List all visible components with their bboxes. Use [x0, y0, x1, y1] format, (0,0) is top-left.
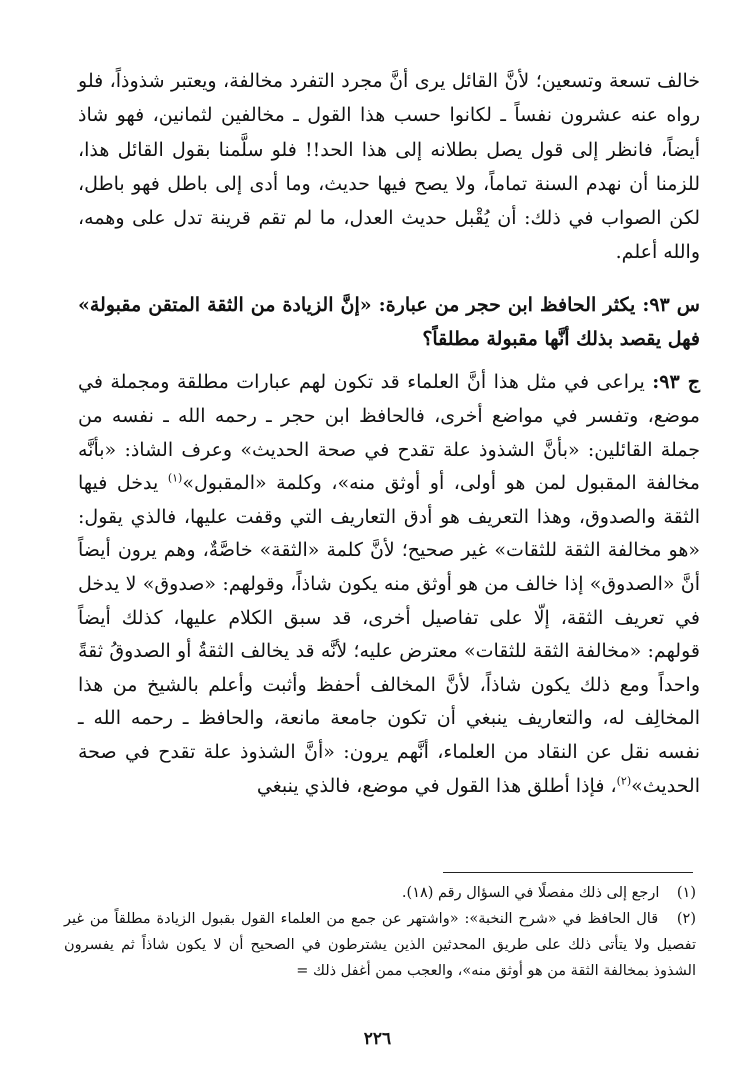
- answer-line: واحداً ومع ذلك يكون شاذاً، لأنَّ المخالف أحفظ وأثبت وأعلم بالشيخ من: [112, 673, 700, 696]
- page-body: [78, 64, 700, 803]
- question-paragraph: [78, 288, 700, 357]
- answer-line: ـ رحمه الله ـ نفسه نقل عن النقاد من العلماء، أنَّهم يرون: «أنَّ الشذوذ علة: [78, 707, 700, 763]
- question-line: المتقن مقبولة» فهل يقصد بذلك أنَّها مقبولة مطلقاً؟: [78, 293, 700, 351]
- answer-line: إلّا على تفاصيل أخرى، قد سبق الكلام عليها، كذلك أيضاً قولهم:: [78, 606, 700, 663]
- footnotes: [64, 880, 696, 984]
- answer-line: ومجملة في موضع، وتفسر في مواضع أخرى، فالحافظ ابن حجر: [78, 371, 700, 427]
- answer-line: من هو أوثق منه يكون شاذاً، وقولهم: «صدوق» لا يدخل في تعريف الثقة،: [78, 572, 700, 629]
- answer-line: يراعى في مثل هذا أنَّ العلماء قد تكون لهم عبارات مطلقة: [176, 371, 645, 394]
- intro-paragraph: [78, 64, 700, 270]
- intro-line: لثمانين، فهو شاذ أيضاً، فانظر إلى قول يصل بطلانه إلى هذا الحد!! فلو: [78, 104, 701, 161]
- answer-line: تقدح في صحة الحديث»: [78, 740, 700, 797]
- intro-line: خالف تسعة وتسعين؛ لأنَّ القائل يرى أنَّ مجرد التفرد مخالفة، ويعتبر: [171, 70, 700, 92]
- footnote-text: ارجع إلى ذلك مفصلًا في السؤال رقم (١٨).: [401, 885, 660, 901]
- intro-line: شذوذاً، فلو رواه عنه عشرون نفساً ـ لكانوا حسب هذا القول ـ مخالفين: [78, 70, 700, 127]
- question-line: س ٩٣: يكثر الحافظ ابن حجر من عبارة: «إنَّ الزيادة من الثقة: [207, 293, 700, 316]
- footnote-text: قال الحافظ في «شرح النخبة»: «واشتهر عن جمع من العلماء القول بقبول الزيادة مطلقاً من غير تفصيل ولا يتأتى ذلك على طريق المحدثين الذين يشترطون في الصحيح أن لا يكون شاذاً ثم يفسرون الشذوذ بمخالفة الثقة من هو أوثق منه»، والعجب ممن أغفل ذلك =: [64, 911, 696, 979]
- answer-line: ، فإذا أطلق هذا القول في موضع، فالذي ينبغي: [256, 774, 617, 797]
- answer-line: ـ رحمه الله ـ نفسه من جملة القائلين: «بأنَّ الشذوذ علة تقدح في صحة: [78, 404, 700, 461]
- answer-line: التعاريف التي وقفت عليها، فالذي يقول: «هو مخالفة الثقة للثقات» غير: [78, 505, 700, 562]
- page-number: ٢٢٦: [363, 1029, 392, 1049]
- answer-line: هذا المخالِف له، والتعاريف ينبغي أن تكون جامعة مانعة، والحافظ: [78, 673, 700, 730]
- intro-line: وما أدى إلى باطل فهو باطل، لكن الصواب في ذلك: أن يُقْبل حديث: [78, 172, 700, 230]
- answer-paragraph: [78, 366, 700, 803]
- answer-line: يدخل فيها الثقة والصدوق، وهذا التعريف هو أدق: [78, 472, 701, 528]
- answer-label: ج ٩٣:: [652, 371, 701, 394]
- footnote-divider: [443, 872, 693, 873]
- answer-line: صحيح؛ لأنَّ كلمة «الثقة» خاصَّةٌ، وهم يرون أيضاً أنَّ «الصدوق» إذا خالف: [78, 539, 700, 595]
- footnote-1: [64, 880, 696, 906]
- footnote-number: (٢): [676, 911, 697, 927]
- footnote-number: (١): [676, 885, 696, 901]
- footnote-2: [64, 906, 696, 984]
- answer-line: «مخالفة الثقة للثقات» معترض عليه؛ لأنَّه قد يخالف الثقةُ أو الصدوقُ ثقةً: [78, 640, 642, 663]
- intro-line: سلَّمنا بقول القائل هذا، للزمنا أن نهدم السنة تماماً، ولا يصح فيها حديث،: [78, 138, 701, 195]
- answer-line: الحديث» وعرف الشاذ: «بأنَّه مخالفة المقبول لمن هو أولى، أو أوثق منه»،: [78, 438, 700, 495]
- footnote-ref-2[interactable]: (٢): [616, 774, 632, 788]
- answer-line: وكلمة «المقبول»: [182, 472, 322, 495]
- intro-line: العدل، ما لم تقم قرينة تدل على وهمه، والله أعلم.: [78, 207, 700, 264]
- footnote-ref-1[interactable]: (١): [167, 471, 183, 485]
